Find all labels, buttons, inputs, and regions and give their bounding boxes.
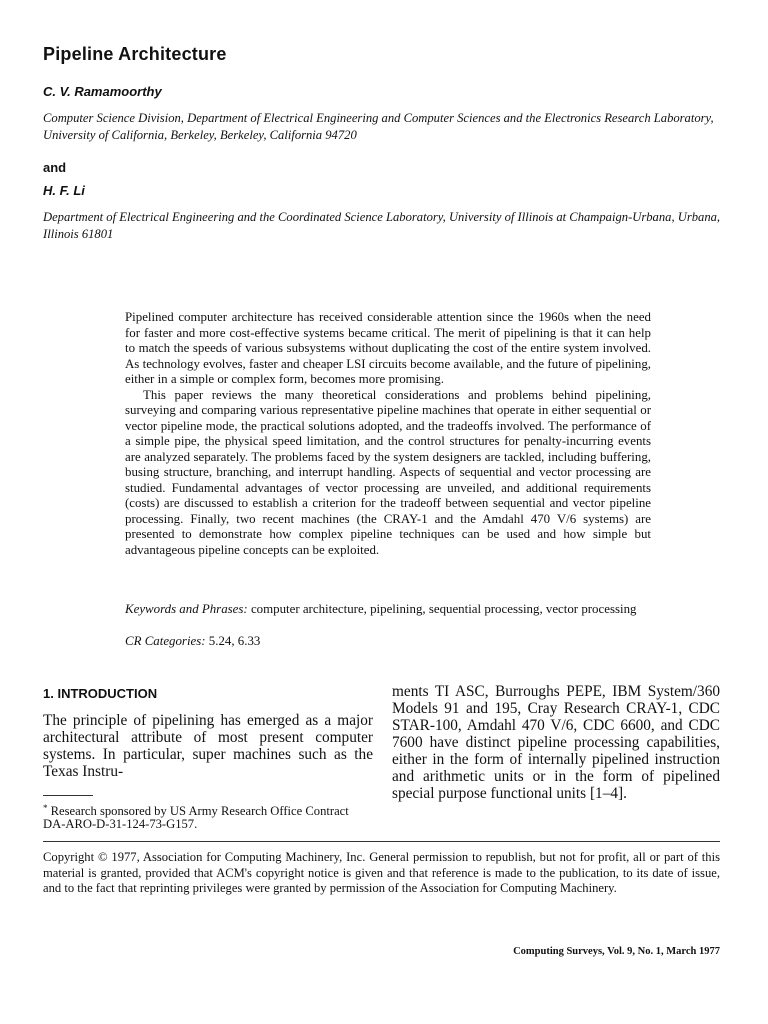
author-1-name: C. V. Ramamoorthy: [43, 84, 162, 99]
author-separator: and: [43, 160, 67, 175]
keywords: [125, 602, 665, 618]
cr-categories-label: CR Categories:: [125, 634, 206, 648]
author-2-name: H. F. Li: [43, 183, 85, 198]
footnote-marker: *: [43, 803, 48, 813]
author-2-affiliation: Department of Electrical Engineering and the Coordinated Science Laboratory, University of Illinois at Champaign-Urbana, Urbana, Illinois 61801: [43, 210, 721, 241]
body-column-right: ments TI ASC, Burroughs PEPE, IBM System/360 Models 91 and 195, Cray Research CRAY-1, CDC STAR-100, Amdahl 470 V/6, CDC 6600, and CDC 7600 have distinct pipeline processing capabilities, either in the form of internally pipelined instruction and arithmetic units or in the form of pipelined special purpose functional units [1–4].: [392, 683, 720, 802]
keywords-label: Keywords and Phrases:: [125, 602, 248, 616]
journal-reference: Computing Surveys, Vol. 9, No. 1, March 1977: [513, 946, 720, 957]
footnote-divider: [43, 795, 93, 796]
section-heading: 1. INTRODUCTION: [43, 686, 158, 701]
abstract-paragraph-2: This paper reviews the many theoretical considerations and problems behind pipelining, surveying and comparing various representative pipeline machines that operate in either sequential or vector pipeline mode, the practical solutions adopted, and the tradeoffs involved. The performance of a simple pipe, the physical speed limitation, and the control structures for penalty-incurring events are analyzed separately. The problems faced by the system designers are tackled, including buffering, busing structure, branching, and interrupt handling. Aspects of sequential and vector processing are studied. Fundamental advantages of vector processing are unveiled, and additional requirements (costs) are discussed to establish a criterion for the tradeoff between sequential and vector pipeline processing. Finally, two recent machines (the CRAY-1 and the Amdahl 470 V/6 systems) are presented to demonstrate how complex pipeline techniques can be used and how simple but advantageous pipeline concepts can be exploited.: [125, 387, 651, 557]
footnote: [43, 802, 373, 831]
footnote-text: Research sponsored by US Army Research Office Contract DA-ARO-D-31-124-73-G157.: [43, 804, 349, 831]
keywords-text: computer architecture, pipelining, sequential processing, vector processing: [250, 602, 637, 616]
copyright-notice: Copyright © 1977, Association for Computing Machinery, Inc. General permission to republish, but not for profit, all or part of this material is granted, provided that ACM's copyright notice is given and that reference is made to the publication, to its date of issue, and to the fact that reprinting privileges were granted by permission of the Association for Computing Machinery.: [43, 850, 720, 895]
author-1-affiliation: Computer Science Division, Department of Electrical Engineering and Computer Sciences and the Electronics Research Laboratory, University of California, Berkeley, Berkeley, California 94720: [43, 111, 714, 142]
cr-categories-text: 5.24, 6.33: [208, 634, 261, 648]
cr-categories: [125, 634, 260, 649]
paper-title: Pipeline Architecture: [43, 44, 227, 64]
body-column-left: The principle of pipelining has emerged as a major architectural attribute of most present computer systems. In particular, super machines such as the Texas Instru-: [43, 712, 373, 780]
abstract: [125, 310, 651, 558]
abstract-paragraph-1: Pipelined computer architecture has received considerable attention since the 1960s when the need for faster and more cost-effective systems became critical. The merit of pipelining is that it can help to match the speeds of various subsystems without duplicating the cost of the entire system involved. As technology evolves, faster and cheaper LSI circuits become available, and the future of pipelining, either in a simple or complex form, becomes more promising.: [125, 310, 651, 386]
copyright-divider: [43, 841, 720, 842]
